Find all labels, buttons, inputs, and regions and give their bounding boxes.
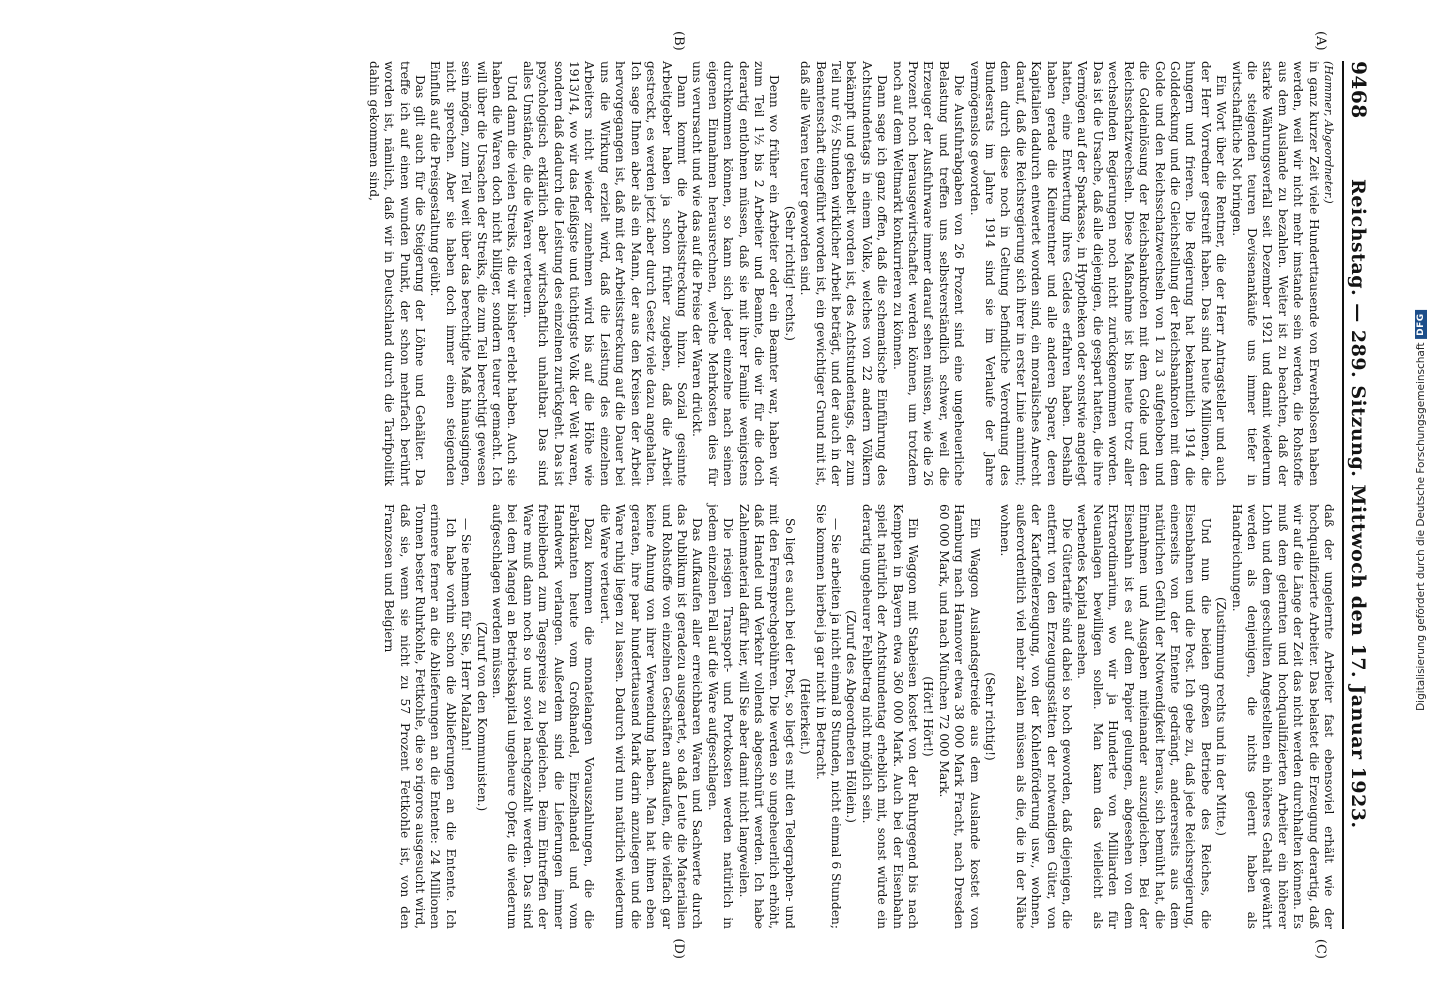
page-title: Reichstag. — 289. Sitzung. Mittwoch den 17. Januar 1923. <box>1347 179 1369 829</box>
paragraph: in ganz kurzer Zeit viele Hunderttausende von Erwerbslosen haben werden, weil wir nicht mehr imstande sein werden, die Rohstoffe aus dem Auslande zu bezahlen. Weiter ist zu beachten, daß der starke Währungsverfall seit Dezember 1921 und damit wiederum die steigenden teuren Devisenankäufe uns immer tiefer in wirtschaftliche Not bringen. <box>1229 61 1321 486</box>
paragraph: — Sie arbeiten ja nicht einmal 8 Stunden, nicht einmal 6 Stunden; Sie kommen hierbei ja gar nicht in Betracht. <box>813 504 843 929</box>
paragraph: Dann sage ich ganz offen, daß die schematische Einführung des Achtstundentags in einem Volke, welches von 22 andern Völkern bekämpft und geknebelt worden ist, des Achtstundentags, der zum Teil nur 6½ Stunden wirklicher Arbeit beträgt, und der auch in der Beamtenschaft eingeführt worden ist, ein gewichtiger Grund mit ist, daß alle Waren teurer geworden sind. <box>798 61 890 486</box>
left-column <box>46 31 1336 486</box>
interjection: (Heiterkeit.) <box>798 678 813 755</box>
interjection: (Zuruf des Abgeordneten Höllein.) <box>844 609 859 824</box>
interjection: (Zustimmung rechts und in der Mitte.) <box>1214 596 1229 837</box>
document-page <box>15 25 1405 965</box>
paragraph: Denn wo früher ein Arbeiter oder ein Beamter war, haben wir zum Teil 1½ bis 2 Arbeiter und Beamte, die wir für die doch derartig entlohnen müssen, daß sie mit ihrer Familie wenigstens durchkommen können, so kann sich jeder einzelne nach seinen eigenen Einnahmen herausrechnen, welche Mehrkosten dies für uns verursacht und wie das auf die Preise der Waren drückt. <box>690 61 782 486</box>
interjection: (Sehr richtig!) <box>983 672 998 761</box>
paragraph: Die Ausfuhrabgaben von 26 Prozent sind eine ungeheuerliche Belastung und treffen uns selbstverständlich schwer, weil die Erzeuger der Ausfuhrware immer darauf sehen müssen, wie die 26 Prozent noch herausgewirtschaftet werden können, um trotzdem noch auf dem Weltmarkt konkurrieren zu können. <box>890 61 967 486</box>
interjection: (Sehr richtig! rechts.) <box>782 205 797 342</box>
paragraph: Die riesigen Transport- und Portokosten werden natürlich in jedem einzelnen Fall auf die Ware aufgeschlagen. <box>705 504 736 929</box>
dfg-logo: DFG <box>1415 310 1427 339</box>
paragraph: Dann kommt die Arbeitsstreckung hinzu. Sozial gesinnte Arbeitgeber haben ja schon früher zugeben, daß die Arbeit gestreckt, es werden jetzt aber durch Gesetz viele dazu angehalten. Ich sage Ihnen aber als ein Mann, der aus den Kreisen der Arbeit hervorgegangen ist, daß mit der Arbeitsstreckung auf die Dauer bei uns die Wirkung erzielt wird, daß die Leistung des einzelnen Arbeiters nicht wieder zunehmen wird bis auf die Höhe wie 1913/14, wo wir das fleißigste und tüchtigste Volk der Welt waren, sondern daß dadurch die Leistung des einzelnen zurückgeht. Das ist psychologisch erklärlich aber wirtschaftlich unhaltbar. Das sind alles Umstände, die die Waren verteuern. <box>520 61 689 486</box>
margin-marker-a: (A) <box>1313 31 1328 51</box>
margin-marker-c: (C) <box>1313 938 1328 959</box>
right-column <box>46 504 1336 959</box>
interjection: (Zuruf von den Kommunisten.) <box>474 621 489 812</box>
paragraph: Die Gütertarife sind dabei so hoch geworden, daß diejenigen, die entfernt von den Erzeugungsstätten der notwendigen Güter, von der Kartoffelerzeugung, von der Kohlenförderung usw., wohnen, außerordentlich viel mehr zahlen müssen als die, die in der Nähe wohnen. <box>998 504 1075 929</box>
paragraph: Ein Wort über die Rentner, die der Herr Antragsteller und auch der Herr Vorredner gestreift haben. Das sind heute Millionen, die hungern und frieren. Die Regierung hat bekanntlich 1914 die Golddeckung und die Gleichstellung der Reichsbanknoten mit dem Golde und den Reichsschatzwechseln von 1 zu 3 aufgehoben und die Goldeinlösung der Reichsbanknoten mit dem Golde und den Reichsschatzwechseln. Diese Maßnahme ist bis heute trotz aller wechselnden Regierungen noch nicht zurückgenommen worden. Das ist die Ursache, daß alle diejenigen, die gespart hatten, die ihre Vermögen auf der Sparkasse, in Hypotheken oder sonstwie angelegt hatten, eine Entwertung ihres Geldes erfahren haben. Deshalb haben gerade die Kleinrentner und alle anderen Sparer, deren Kapitalien dadurch entwertet worden sind, ein moralisches Anrecht darauf, daß die Reichsregierung sich ihrer in erster Linie annimmt; denn durch diese noch in Geltung befindliche Verordnung des Bundesrats im Jahre 1914 sind sie im Verlaufe der Jahre vermögenslos geworden. <box>967 61 1229 486</box>
margin-marker-b: (B) <box>671 31 686 51</box>
paragraph: Ich habe vorhin schon die Ablieferungen an die Entente. Ich erinnere ferner an die Ablieferungen an die Entente: 24 Millionen Tonnen bester Ruhrkohle, Fettkohle, die so rigoros ausgesucht wird, daß sie, wenn sie nicht zu 57 Prozent Fettkohle ist, von den Franzosen und Belgiern <box>382 504 458 929</box>
page-number: 9468 <box>1347 61 1371 119</box>
paragraph: So liegt es auch bei der Post, so liegt es mit den Telegraphen- und mit den Fernsprechgebühren. Die werden so ungeheuerlich erhöht, daß Handel und Verkehr vollends abgeschnürt werden. Ich habe Zahlenmaterial dafür hier, will Sie aber damit nicht langweilen. <box>736 504 797 929</box>
paragraph: Und nun die beiden großen Betriebe des Reiches, die Eisenbahnen und die Post. Ich gebe zu, daß jede Reichsregierung, einerseits von der Entente gedrängt, andererseits aus dem natürlichen Gefühl der Notwendigkeit heraus, sich bemüht hat, die Einnahmen und Ausgaben miteinander auszugleichen. Bei der Eisenbahn ist es auf dem Papier gelungen, abgesehen von dem Extraordinarium, wo wir ja Hunderte von Milliarden für Neuanlagen bewilligen sollen. Man kann das vielleicht als werbendes Kapital ansehen. <box>1075 504 1213 929</box>
paragraph: Das gilt auch für die Steigerung der Löhne und Gehälter. Da treffe ich auf einen wunden Punkt, der schon mehrfach berührt worden ist, nämlich, daß wir in Deutschland durch die Tarifpolitik dahin gekommen sind, <box>366 61 428 486</box>
digitization-credit <box>1412 40 1430 980</box>
credit-text: Digitalisierung gefördert durch die Deutsche Forschungsgemeinschaft <box>1415 342 1427 711</box>
speaker-label: (Hammer, Abgeordneter.) <box>1322 61 1335 204</box>
paragraph: — Sie nehmen für Sie, Herr Malzahn! <box>459 518 474 752</box>
paragraph: Das Aufkaufen aller erreichbaren Waren und Sachwerte durch das Publikum ist geradezu ausgeartet, so daß Leute die Materialien und Rohstoffe von einzelnen Geschäften aufkaufen, die vielfach gar keine Ahnung von ihrer Verwendung haben. Man hat ihnen eben geraten, ihre paar hunderttausend Mark darin anzulegen und die Ware ruhig liegen zu lassen. Dadurch wird nun natürlich wiederum die Ware verteuert. <box>597 504 705 929</box>
paragraph: Ein Waggon Auslandsgetreide aus dem Auslande kostet von Hamburg nach Hannover etwa 38 000 Mark Fracht, nach Dresden 60 000 Mark, und nach München 72 000 Mark. <box>936 504 982 929</box>
margin-marker-d: (D) <box>671 938 686 959</box>
paragraph: Dazu kommen die monatelangen Vorauszahlungen, die die Fabrikanten heute vom Großhandel, Einzelhandel und vom Handwerk verlangen. Außerdem sind die Lieferungen immer freibleibend zum Tagespreise zu begleichen. Beim Eintreffen der Ware muß dann noch so und soviel nachgezahlt werden. Das sind bei dem Mangel an Betriebskapital ungeheure Opfer, die wiederum aufgeschlagen werden müssen. <box>490 504 597 929</box>
paragraph: Ein Waggon mit Stabeisen kostet von der Ruhrgegend bis nach Kempten in Bayern etwa 360 000 Mark. Auch bei der Eisenbahn spielt natürlich der Achtstundentag erheblich mit, sonst würde ein derartig ungeheurer Fehlbetrag nicht möglich sein. <box>859 504 921 929</box>
interjection: (Hört! Hört!) <box>921 676 936 757</box>
paragraph: daß der ungelernte Arbeiter fast ebensoviel erhält wie der hochqualifizierte Arbeiter. Das belastet die Erzeugung derartig, daß wir auf die Länge der Zeit das nicht werden durchhalten können. Es muß dem gelernten und hochqualifizierten Arbeiter ein höherer Lohn und dem geschulten Angestellten ein höheres Gehalt gewährt werden als denjenigen, die nichts gelernt haben als Handreichungen. <box>1229 504 1336 929</box>
paragraph: Und dann die vielen Streiks, die wir bisher erlebt haben. Auch sie haben die Waren doch nicht billiger, sondern teurer gemacht. Ich will über die Ursachen der Streiks, die zum Teil berechtigt gewesen sein mögen, zum Teil weit über das berechtigte Maß hinausgingen, nicht sprechen. Aber sie haben doch immer einen steigenden Einfluß auf die Preisgestaltung geübt. <box>428 61 520 486</box>
page-header <box>1342 61 1371 929</box>
text-columns <box>46 31 1336 959</box>
